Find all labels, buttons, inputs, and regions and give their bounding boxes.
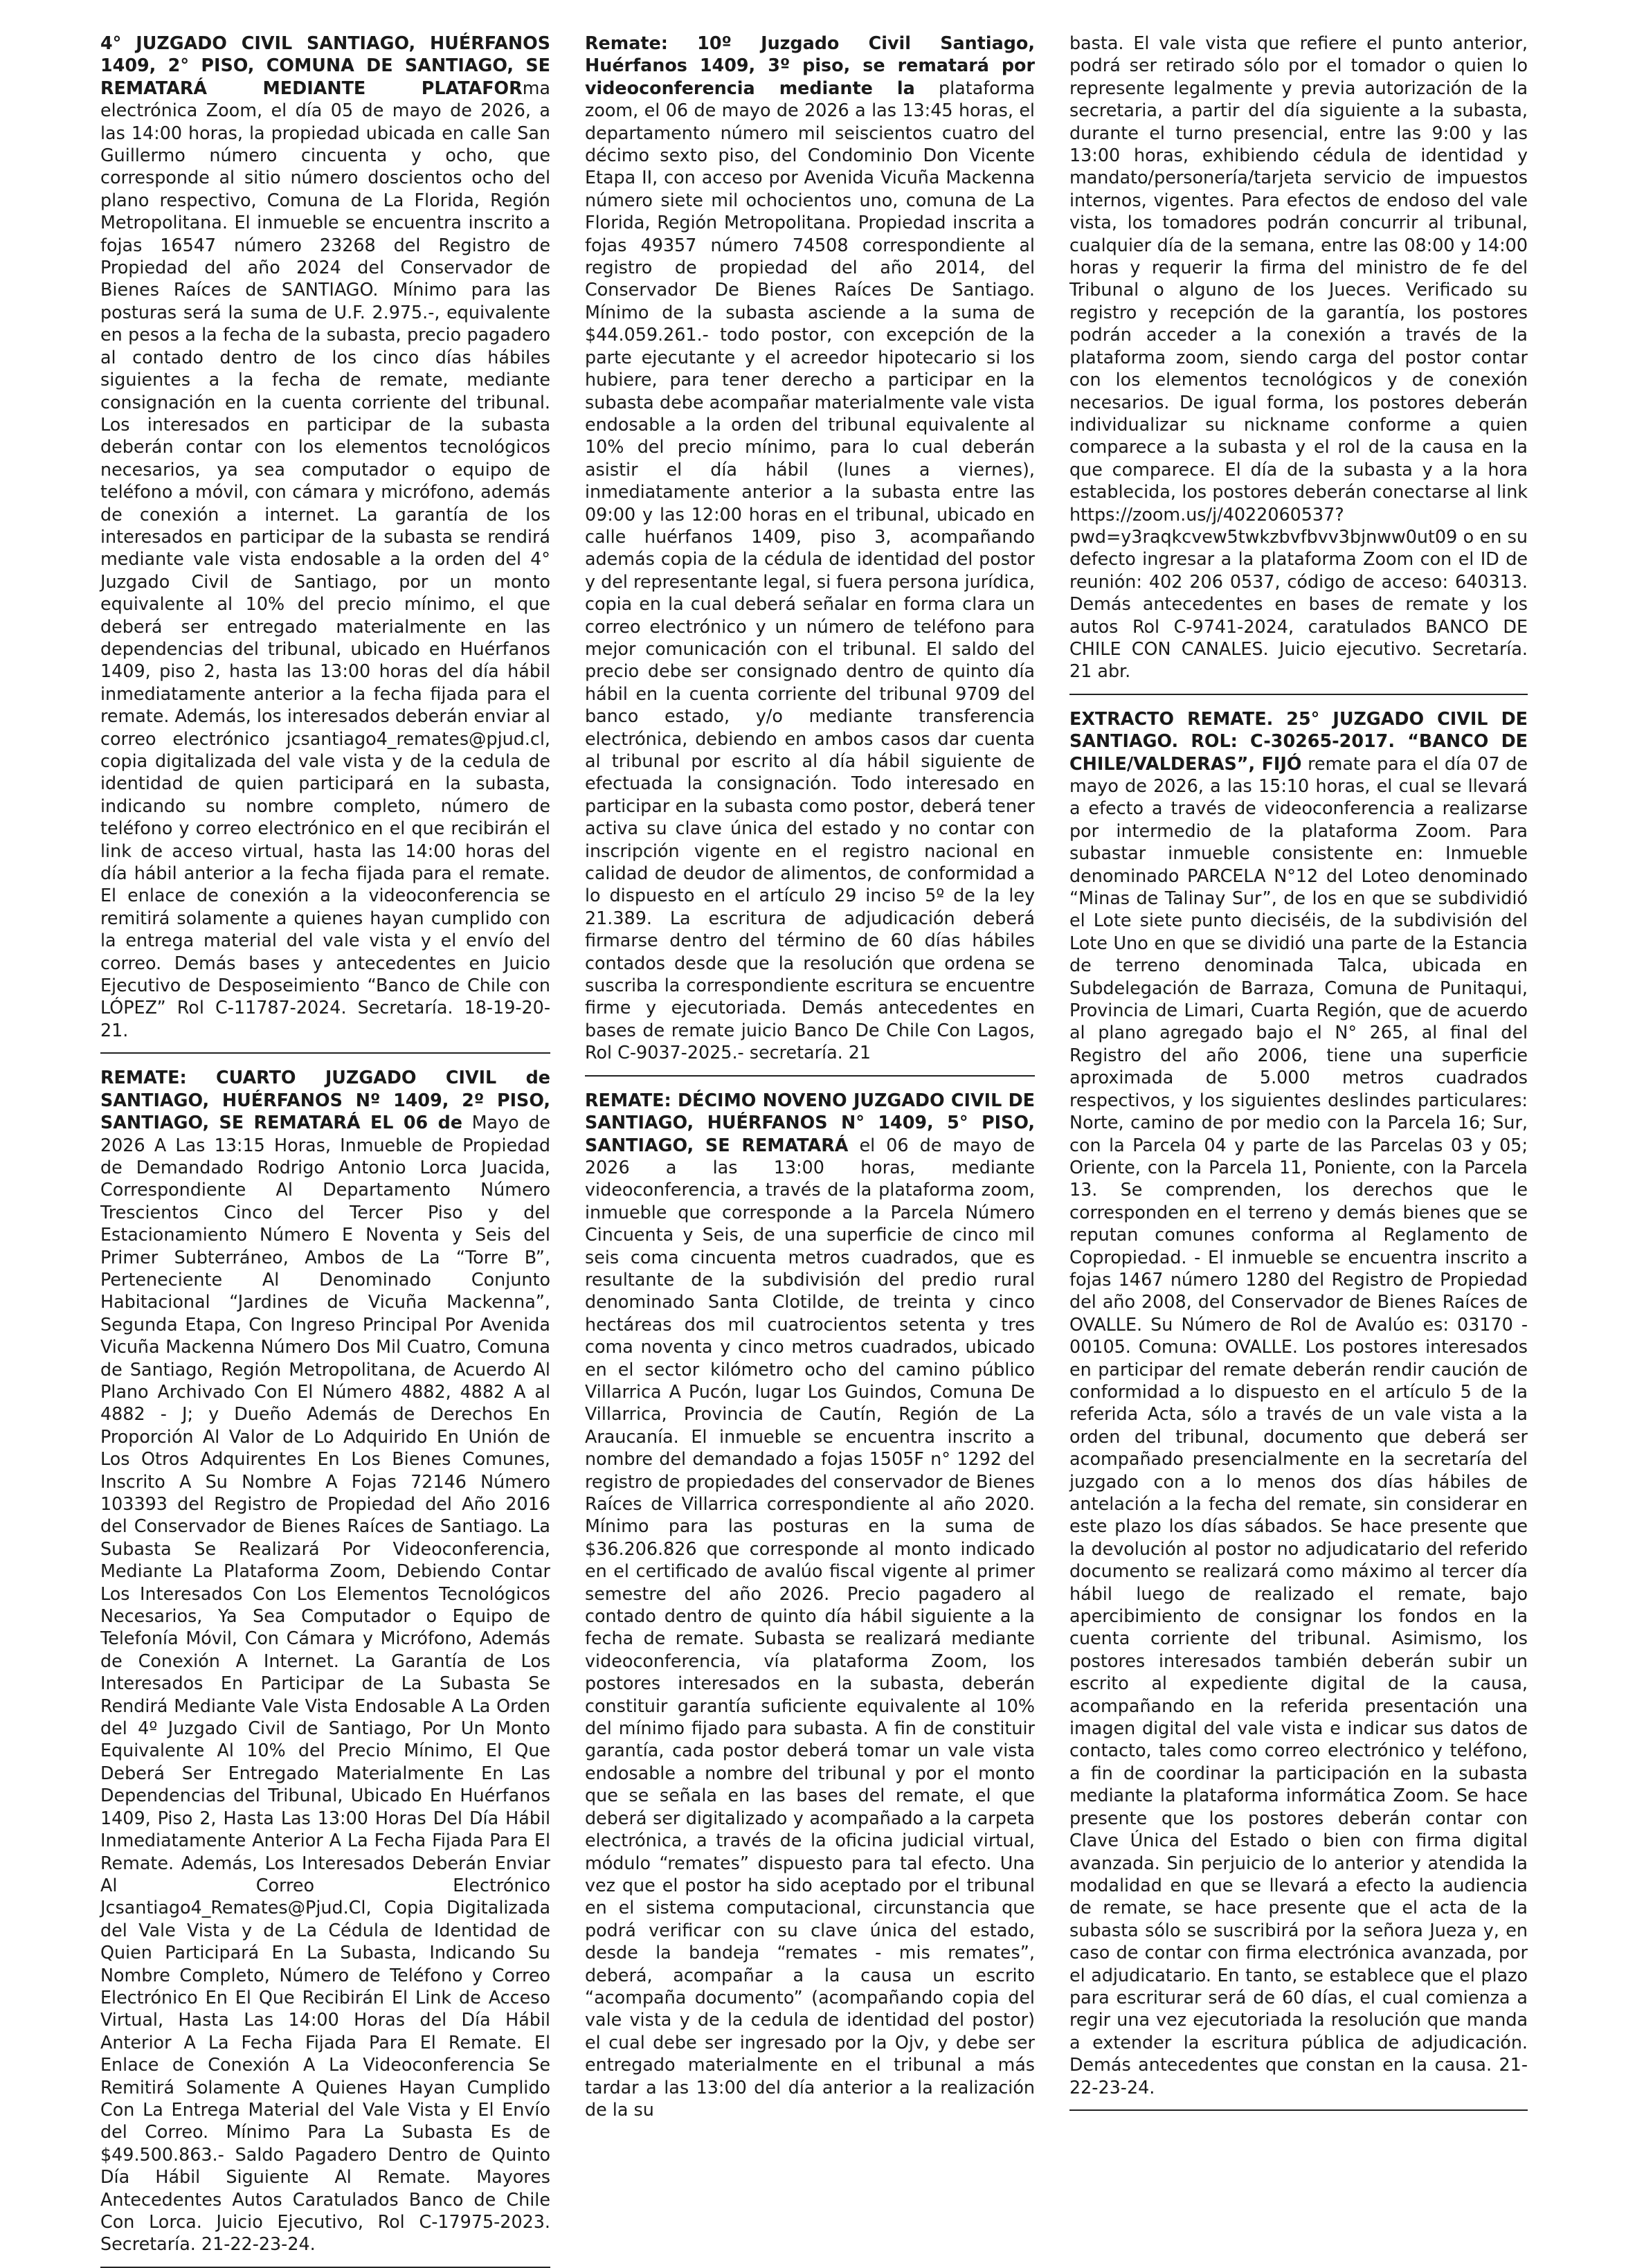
notice-heading: Remate: 10º Juzgado Civil Santiago, Huérfanos 1409, 3º piso, se rematará por videoconferencia mediante la xyxy=(585,33,1035,98)
column-middle xyxy=(585,32,1036,2120)
notice-body: ma electrónica Zoom, el día 05 de mayo de 2026, a las 14:00 horas, la propiedad ubicada en calle San Guillermo número cincuenta y ocho, que corresponde al sitio número doscientos ocho del plano respectivo, Comuna de La Florida, Región Metropolitana. El inmueble se encuentra inscrito a fojas 16547 número 23268 del Registro de Propiedad del año 2024 del Conservador de Bienes Raíces de SANTIAGO. Mínimo para las posturas será la suma de U.F. 2.975.-, equivalente en pesos a la fecha de la subasta, precio pagadero al contado dentro de los cinco días hábiles siguientes a la fecha de remate, mediante consignación en la cuenta corriente del tribunal. Los interesados en participar de la subasta deberán contar con los elementos tecnológicos necesarios, ya sea computador o equipo de teléfono a móvil, con cámara y micrófono, además de conexión a internet. La garantía de los interesados en participar de la subasta se rendirá mediante vale vista endosable a la orden del 4° Juzgado Civil de Santiago, por un monto equivalente al 10% del precio mínimo, el que deberá ser entregado materialmente en las dependencias del tribunal, ubicado en Huérfanos 1409, piso 2, hasta las 13:00 horas del día hábil inmediatamente anterior a la fecha fijada para el remate. Además, los interesados deberán enviar al correo electrónico jcsantiago4_remates@pjud.cl, copia digitalizada del vale vista y de la cedula de identidad de quien participará en la subasta, indicando su nombre completo, número de teléfono y correo electrónico en el que recibirán el link de acceso virtual, hasta las 14:00 horas del día hábil anterior a la fecha fijada para el remate. El enlace de conexión a la videoconferencia se remitirá solamente a quienes hayan cumplido con la entrega material del vale vista y el envío del correo. Demás bases y antecedentes en Juicio Ejecutivo de Desposeimiento “Banco de Chile con LÓPEZ” Rol C-11787-2024. Secretaría. 18-19-20-21. xyxy=(100,77,550,1041)
notice-paragraph xyxy=(585,1089,1035,2121)
notice-paragraph xyxy=(1069,32,1528,683)
notice-heading: REMATE: DÉCIMO NOVENO JUZGADO CIVIL DE SANTIAGO, HUÉRFANOS N° 1409, 5° PISO, SANTIAGO, SE REMATARÁ xyxy=(585,1089,1035,1155)
notice-heading: EXTRACTO REMATE. 25° JUZGADO CIVIL DE SANTIAGO. ROL: C-30265-2017. “BANCO DE CHILE/VALDERAS”, FIJÓ xyxy=(1069,708,1528,774)
column-right xyxy=(1069,32,1528,2098)
notice-10-juzgado-lagos xyxy=(585,32,1035,1064)
notice-body: plataforma zoom, el 06 de mayo de 2026 a las 13:45 horas, el departamento número mil seiscientos cuatro del décimo sexto piso, del Condominio Don Vicente Etapa II, con acceso por Avenida Vicuña Mackenna número siete mil ochocientos uno, comuna de La Florida, Región Metropolitana. Propiedad inscrita a fojas 49357 número 74508 correspondiente al registro de propiedad del año 2014, del Conservador De Bienes Raíces De Santiago. Mínimo de la subasta asciende a la suma de $44.059.261.- todo postor, con excepción de la parte ejecutante y el acreedor hipotecario si los hubiere, para tener derecho a participar en la subasta debe acompañar materialmente vale vista endosable a la orden del tribunal equivalente al 10% del precio mínimo, para lo cual deberán asistir el día hábil (lunes a viernes), inmediatamente anterior a la subasta entre las 09:00 y las 12:00 horas en el tribunal, ubicado en calle huérfanos 1409, piso 3, acompañando además copia de la cédula de identidad del postor y del representante legal, si fuera persona jurídica, copia en la cual deberá señalar en forma clara un correo electrónico y un número de teléfono para mejor comunicación con el tribunal. El saldo del precio debe ser consignado dentro de quinto día hábil en la cuenta corriente del tribunal 9709 del banco estado, y/o mediante transferencia electrónica, debiendo en ambos casos dar cuenta al tribunal por escrito al día hábil siguiente de efectuada la consignación. Todo interesado en participar en la subasta como postor, deberá tener activa su clave única del estado y no contar con inscripción vigente en el registro nacional en calidad de deudor de alimentos, de conformidad a lo dispuesto en el artículo 29 inciso 5º de la ley 21.389. La escritura de adjudicación deberá firmarse dentro del término de 60 días hábiles contados desde que la resolución que ordena se suscriba la correspondiente escritura se encuentre firme y ejecutoriada. Demás antecedentes en bases de remate juicio Banco De Chile Con Lagos, Rol C-9037-2025.- secretaría. 21 xyxy=(585,77,1036,1063)
notice-body: el 06 de mayo de 2026 a las 13:00 horas, mediante videoconferencia, a través de la plataforma zoom, inmueble que corresponde a la Parcela Número Cincuenta y Seis, de una superficie de cinco mil seis coma cincuenta metros cuadrados, que es resultante de la subdivisión del predio rural denominado Santa Clotilde, de treinta y cinco hectáreas dos mil cuatrocientos setenta y tres coma noventa y cinco metros cuadrados, ubicado en el sector kilómetro ocho del camino público Villarrica A Pucón, lugar Los Guindos, Comuna De Villarrica, Provincia de Cautín, Región de La Araucanía. El inmueble se encuentra inscrito a nombre del demandado a fojas 1505F n° 1292 del registro de propiedades del conservador de Bienes Raíces de Villarrica correspondiente al año 2020. Mínimo para las posturas en la suma de $36.206.826 que corresponde al monto indicado en el certificado de avalúo fiscal vigente al primer semestre del año 2026. Precio pagadero al contado dentro de quinto día hábil siguiente a la fecha de remate. Subasta se realizará mediante videoconferencia, vía plataforma Zoom, los postores interesados en la subasta, deberán constituir garantía suficiente equivalente al 10% del mínimo fijado para subasta. A fin de constituir garantía, cada postor deberá tomar un vale vista endosable a nombre del tribunal y por el monto que se señala en las bases del remate, el que deberá ser digitalizado y acompañado a la carpeta electrónica, a través de la oficina judicial virtual, módulo “remates” dispuesto para tal efecto. Una vez que el postor ha sido aceptado por el tribunal en el sistema computacional, circunstancia que podrá verificar con su clave única del estado, desde la bandeja “remates - mis remates”, deberá, acompañar a la causa un escrito “acompaña documento” (acompañando copia del vale vista y de la cedula de identidad del postor) el cual debe ser ingresado por la Ojv, y debe ser entregado materialmente en el tribunal a más tardar a las 13:00 del día anterior a la realización de la su xyxy=(585,1134,1036,2120)
notice-heading: 4° JUZGADO CIVIL SANTIAGO, HUÉRFANOS 1409, 2° PISO, COMUNA DE SANTIAGO, SE REMATARÁ MEDIANTE PLATAFOR xyxy=(100,33,550,98)
notice-25-juzgado-valderas xyxy=(1069,708,1528,2098)
notice-paragraph xyxy=(100,32,550,1041)
notice-paragraph xyxy=(1069,708,1528,2098)
notice-heading: REMATE: CUARTO JUZGADO CIVIL de SANTIAGO, HUÉRFANOS Nº 1409, 2º PISO, SANTIAGO, SE REMATARÁ EL 06 de xyxy=(100,1067,550,1133)
notice-cuarto-juzgado-lorca xyxy=(100,1066,550,2256)
column-divider xyxy=(100,1052,550,1054)
notice-body: Mayo de 2026 A Las 13:15 Horas, Inmueble de Propiedad de Demandado Rodrigo Antonio Lorca Juacida, Correspondiente Al Departamento Número Trescientos Cinco del Tercer Piso y del Estacionamiento Número E Noventa y Seis del Primer Subterráneo, Ambos de La “Torre B”, Perteneciente Al Denominado Conjunto Habitacional “Jardines de Vicuña Mackenna”, Segunda Etapa, Con Ingreso Principal Por Avenida Vicuña Mackenna Número Dos Mil Cuatro, Comuna de Santiago, Región Metropolitana, de Acuerdo Al Plano Archivado Con El Número 4882, 4882 A al 4882 - J; y Dueño Además de Derechos En Proporción Al Valor de Lo Adquirido En Unión de Los Otros Adquirentes En Los Bienes Comunes, Inscrito A Su Nombre A Fojas 72146 Número 103393 del Registro de Propiedad del Año 2016 del Conservador de Bienes Raíces de Santiago. La Subasta Se Realizará Por Videoconferencia, Mediante La Plataforma Zoom, Debiendo Contar Los Interesados Con Los Elementos Tecnológicos Necesarios, Ya Sea Computador o Equipo de Telefonía Móvil, Con Cámara y Micrófono, Además de Conexión A Internet. La Garantía de Los Interesados En Participar de La Subasta Se Rendirá Mediante Vale Vista Endosable A La Orden del 4º Juzgado Civil de Santiago, Por Un Monto Equivalente Al 10% del Precio Mínimo, El Que Deberá Ser Entregado Materialmente En Las Dependencias del Tribunal, Ubicado En Huérfanos 1409, Piso 2, Hasta Las 13:00 Horas Del Día Hábil Inmediatamente Anterior A La Fecha Fijada Para El Remate. Además, Los Interesados Deberán Enviar Al Correo Electrónico Jcsantiago4_Remates@Pjud.Cl, Copia Digitalizada del Vale Vista y de La Cédula de Identidad de Quien Participará En La Subasta, Indicando Su Nombre Completo, Número de Teléfono y Correo Electrónico En El Que Recibirán El Link de Acceso Virtual, Hasta Las 14:00 Horas del Día Hábil Anterior A La Fecha Fijada Para El Remate. El Enlace de Conexión A La Videoconferencia Se Remitirá Solamente A Quienes Hayan Cumplido Con La Entrega Material del Vale Vista y El Envío del Correo. Mínimo Para La Subasta Es de $49.500.863.- Saldo Pagadero Dentro de Quinto Día Hábil Siguiente Al Remate. Mayores Antecedentes Autos Caratulados Banco de Chile Con Lorca. Juicio Ejecutivo, Rol C-17975-2023. Secretaría. 21-22-23-24. xyxy=(100,1112,550,2255)
notice-19-juzgado-canales-continued xyxy=(1069,32,1528,683)
notice-body: remate para el día 07 de mayo de 2026, a las 15:10 horas, el cual se llevará a efecto a través de videoconferencia a realizarse por intermedio de la plataforma Zoom. Para subastar inmueble consistente en: Inmueble denominado PARCELA N°12 del Loteo denominado “Minas de Talinay Sur”, de los en que se subdividió el Lote siete punto dieciséis, de la subdivisión del Lote Uno en que se dividió una parte de la Estancia de terreno denominada Talca, ubicada en Subdelegación de Barraza, Comuna de Punitaqui, Provincia de Limari, Cuarta Región, que de acuerdo al plano agregado bajo el N° 265, al final del Registro del año 2006, tiene una superficie aproximada de 5.000 metros cuadrados respectivos, y los siguientes deslindes particulares: Norte, camino de por medio con la Parcela 16; Sur, con la Parcela 04 y parte de las Parcelas 03 y 05; Oriente, con la Parcela 11, Poniente, con la Parcela 13. Se comprenden, los derechos que le corresponden en el terreno y demás bienes que se reputan comunes conforma al Reglamento de Copropiedad. - El inmueble se encuentra inscrito a fojas 1467 número 1280 del Registro de Propiedad del año 2008, del Conservador de Bienes Raíces de OVALLE. Su Número de Rol de Avalúo es: 03170 - 00105. Comuna: OVALLE. Los postores interesados en participar del remate deberán rendir caución de conformidad a lo dispuesto en el artículo 5 de la referida Acta, sólo a través de un vale vista a la orden del tribunal, documento que deberá ser acompañado presencialmente en la secretaría del juzgado con a lo menos dos días hábiles de antelación a la fecha del remate, sin considerar en este plazo los días sábados. Se hace presente que la devolución al postor no adjudicatario del referido documento se realizará como máximo al tercer día hábil luego de realizado el remate, bajo apercibimiento de consignar los fondos en la cuenta corriente del tribunal. Asimismo, los postores interesados también deberán subir un escrito al expediente digital de la causa, acompañando en la referida presentación una imagen digital del vale vista e indicar sus datos de contacto, tales como correo electrónico y teléfono, a fin de coordinar la participación en la subasta mediante la plataforma informática Zoom. Se hace presente que los postores deberán contar con Clave Única del Estado o bien con firma digital avanzada. Sin perjuicio de lo anterior y atendida la modalidad en que se llevará a efecto la audiencia de remate, se hace presente que el acta de la subasta sólo se suscribirá por la señora Jueza y, en caso de contar con firma electrónica avanzada, por el adjudicatario. En tanto, se establece que el plazo para escriturar será de 60 días, el cual comienza a regir una vez ejecutoriada la resolución que manda a extender la escritura pública de adjudicación. Demás antecedentes que constan en la causa. 21-22-23-24. xyxy=(1069,753,1528,2098)
column-divider xyxy=(1069,694,1528,695)
column-divider xyxy=(585,1075,1035,1077)
notice-paragraph xyxy=(100,1066,550,2256)
notice-19-juzgado-canales xyxy=(585,1089,1035,2121)
notice-4-juzgado-san-guillermo xyxy=(100,32,550,1041)
column-left xyxy=(100,32,550,2255)
notice-paragraph xyxy=(585,32,1035,1064)
notice-body-continued: basta. El vale vista que refiere el punto anterior, podrá ser retirado sólo por el tomador o quien lo represente legalmente y previa autorización de la secretaria, a partir del día siguiente a la subasta, durante el turno presencial, entre las 9:00 y las 13:00 horas, exhibiendo cédula de identidad y mandato/personería/tarjeta servicio de impuestos internos, vigentes. Para efectos de endoso del vale vista, los tomadores podrán concurrir al tribunal, cualquier día de la semana, entre las 08:00 y 14:00 horas y requerir la firma del ministro de fe del Tribunal o alguno de los Jueces. Verificado su registro y recepción de la garantía, los postores podrán acceder a la conexión a través de la plataforma zoom, siendo carga del postor contar con los elementos tecnológicos y de conexión necesarios. De igual forma, los postores deberán individualizar su nickname conforme a quien comparece a la subasta y el rol de la causa en la que comparece. El día de la subasta y a la hora establecida, los postores deberán conectarse al link https://zoom.us/j/4022060537?pwd=y3raqkcvew5twkzbvfbvv3bjnww0ut09 o en su defecto ingresar a la plataforma Zoom con el ID de reunión: 402 206 0537, código de acceso: 640313. Demás antecedentes en bases de remate y los autos Rol C-9741-2024, caratulados BANCO DE CHILE CON CANALES. Juicio ejecutivo. Secretaría. 21 abr. xyxy=(1069,33,1528,682)
column-divider xyxy=(1069,2109,1528,2111)
